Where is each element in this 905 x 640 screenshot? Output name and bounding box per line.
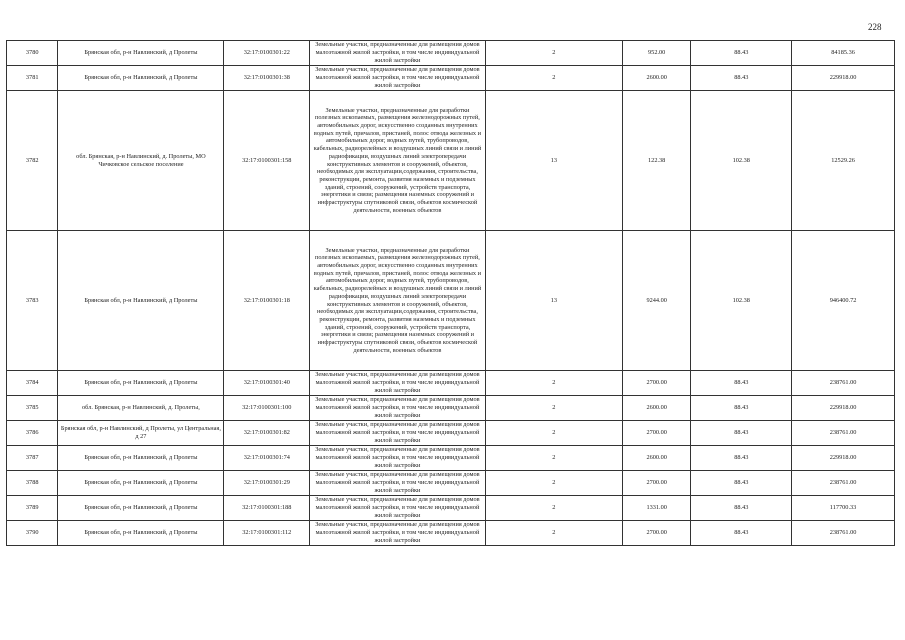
row-number: 3788 [7, 471, 58, 496]
address-cell: Брянская обл, р-н Навлинский, д Пролеты [58, 521, 224, 546]
table-row [7, 496, 895, 521]
cadastral-number-cell: 32:17:0100301:158 [224, 91, 310, 231]
row-number: 3790 [7, 521, 58, 546]
land-use-cell: Земельные участки, предназначенные для размещения домов малоэтажной жилой застройки, в том числе индивидуальной жилой застройки [310, 66, 486, 91]
rate-cell: 88.43 [691, 41, 792, 66]
row-number: 3781 [7, 66, 58, 91]
address-cell: Брянская обл, р-н Навлинский, д Пролеты [58, 41, 224, 66]
group-cell: 13 [485, 91, 622, 231]
land-use-cell: Земельные участки, предназначенные для размещения домов малоэтажной жилой застройки, в том числе индивидуальной жилой застройки [310, 521, 486, 546]
group-cell: 2 [485, 496, 622, 521]
rate-cell: 88.43 [691, 421, 792, 446]
table-row [7, 66, 895, 91]
row-number: 3782 [7, 91, 58, 231]
area-cell: 2600.00 [622, 396, 691, 421]
table-row [7, 91, 895, 231]
group-cell: 2 [485, 446, 622, 471]
value-cell: 229918.00 [792, 446, 895, 471]
table-row [7, 41, 895, 66]
area-cell: 2700.00 [622, 471, 691, 496]
area-cell: 1331.00 [622, 496, 691, 521]
group-cell: 2 [485, 471, 622, 496]
group-cell: 2 [485, 521, 622, 546]
cadastral-number-cell: 32:17:0100301:74 [224, 446, 310, 471]
address-cell: Брянская обл, р-н Навлинский, д Пролеты [58, 446, 224, 471]
land-use-cell: Земельные участки, предназначенные для размещения домов малоэтажной жилой застройки, в том числе индивидуальной жилой застройки [310, 446, 486, 471]
area-cell: 2600.00 [622, 446, 691, 471]
area-cell: 2700.00 [622, 371, 691, 396]
land-use-cell: Земельные участки, предназначенные для размещения домов малоэтажной жилой застройки, в том числе индивидуальной жилой застройки [310, 371, 486, 396]
group-cell: 2 [485, 421, 622, 446]
rate-cell: 88.43 [691, 496, 792, 521]
address-cell: Брянская обл, р-н Навлинский, д Пролеты, ул Центральная, д 27 [58, 421, 224, 446]
address-cell: Брянская обл, р-н Навлинский, д Пролеты [58, 231, 224, 371]
address-cell: Брянская обл, р-н Навлинский, д Пролеты [58, 66, 224, 91]
address-cell: Брянская обл, р-н Навлинский, д Пролеты [58, 371, 224, 396]
value-cell: 946400.72 [792, 231, 895, 371]
row-number: 3789 [7, 496, 58, 521]
cadastral-number-cell: 32:17:0100301:38 [224, 66, 310, 91]
land-use-cell: Земельные участки, предназначенные для размещения домов малоэтажной жилой застройки, в том числе индивидуальной жилой застройки [310, 421, 486, 446]
group-cell: 2 [485, 66, 622, 91]
value-cell: 238761.00 [792, 471, 895, 496]
table-row [7, 396, 895, 421]
row-number: 3783 [7, 231, 58, 371]
row-number: 3786 [7, 421, 58, 446]
rate-cell: 88.43 [691, 66, 792, 91]
cadastral-number-cell: 32:17:0100301:29 [224, 471, 310, 496]
address-cell: Брянская обл, р-н Навлинский, д Пролеты [58, 471, 224, 496]
cadastral-number-cell: 32:17:0100301:82 [224, 421, 310, 446]
area-cell: 2700.00 [622, 521, 691, 546]
table-row [7, 371, 895, 396]
address-cell: обл. Брянская, р-н Навлинский, д. Пролеты, МО Чичковское сельское поселение [58, 91, 224, 231]
rate-cell: 88.43 [691, 521, 792, 546]
land-use-cell: Земельные участки, предназначенные для размещения домов малоэтажной жилой застройки, в том числе индивидуальной жилой застройки [310, 396, 486, 421]
land-use-cell: Земельные участки, предназначенные для размещения домов малоэтажной жилой застройки, в том числе индивидуальной жилой застройки [310, 471, 486, 496]
land-use-cell: Земельные участки, предназначенные для разработки полезных ископаемых, размещения железнодорожных путей, автомобильных дорог, искусственно созданных внутренних водных путей, причалов, пристаней, полос отвода железных и автомобильных дорог, водных путей, трубопроводов, кабельных, радиорелейных и воздушных линий связи и линий радиофикации, воздушных линий электропередачи конструктивных элементов и сооружений, объектов, необходимых для эксплуатации,содержания, строительства, реконструкции, ремонта, развития наземных и подземных зданий, строений, сооружений, устройств транспорта, энергетики и связи; размещения наземных сооружений и инфраструктуры спутниковой связи, объектов космической деятельности, военных объектов [310, 231, 486, 371]
area-cell: 952.00 [622, 41, 691, 66]
value-cell: 229918.00 [792, 396, 895, 421]
rate-cell: 102.38 [691, 231, 792, 371]
cadastral-number-cell: 32:17:0100301:18 [224, 231, 310, 371]
row-number: 3780 [7, 41, 58, 66]
value-cell: 238761.00 [792, 421, 895, 446]
land-use-cell: Земельные участки, предназначенные для размещения домов малоэтажной жилой застройки, в том числе индивидуальной жилой застройки [310, 41, 486, 66]
rate-cell: 88.43 [691, 446, 792, 471]
group-cell: 2 [485, 371, 622, 396]
table-row [7, 521, 895, 546]
cadastral-number-cell: 32:17:0100301:188 [224, 496, 310, 521]
cadastral-number-cell: 32:17:0100301:112 [224, 521, 310, 546]
cadastral-number-cell: 32:17:0100301:22 [224, 41, 310, 66]
group-cell: 2 [485, 396, 622, 421]
value-cell: 238761.00 [792, 521, 895, 546]
area-cell: 9244.00 [622, 231, 691, 371]
cadastral-value-table [6, 40, 895, 546]
value-cell: 238761.00 [792, 371, 895, 396]
group-cell: 2 [485, 41, 622, 66]
land-use-cell: Земельные участки, предназначенные для разработки полезных ископаемых, размещения железнодорожных путей, автомобильных дорог, искусственно созданных внутренних водных путей, причалов, пристаней, полос отвода железных и автомобильных дорог, водных путей, трубопроводов, кабельных, радиорелейных и воздушных линий связи и линий радиофикации, воздушных линий электропередачи конструктивных элементов и сооружений, объектов, необходимых для эксплуатации,содержания, строительства, реконструкции, ремонта, развития наземных и подземных зданий, строений, сооружений, устройств транспорта, энергетики и связи; размещения наземных сооружений и инфраструктуры спутниковой связи, объектов космической деятельности, военных объектов [310, 91, 486, 231]
page-number: 228 [868, 22, 882, 32]
group-cell: 13 [485, 231, 622, 371]
row-number: 3787 [7, 446, 58, 471]
table-row [7, 446, 895, 471]
rate-cell: 88.43 [691, 396, 792, 421]
cadastral-number-cell: 32:17:0100301:40 [224, 371, 310, 396]
table-row [7, 471, 895, 496]
value-cell: 229918.00 [792, 66, 895, 91]
area-cell: 2600.00 [622, 66, 691, 91]
table-row [7, 231, 895, 371]
row-number: 3785 [7, 396, 58, 421]
cadastral-number-cell: 32:17:0100301:100 [224, 396, 310, 421]
value-cell: 84185.36 [792, 41, 895, 66]
row-number: 3784 [7, 371, 58, 396]
area-cell: 122.38 [622, 91, 691, 231]
rate-cell: 88.43 [691, 371, 792, 396]
value-cell: 12529.26 [792, 91, 895, 231]
address-cell: Брянская обл, р-н Навлинский, д Пролеты [58, 496, 224, 521]
value-cell: 117700.33 [792, 496, 895, 521]
table-row [7, 421, 895, 446]
address-cell: обл. Брянская, р-н Навлинский, д. Пролеты, [58, 396, 224, 421]
land-use-cell: Земельные участки, предназначенные для размещения домов малоэтажной жилой застройки, в том числе индивидуальной жилой застройки [310, 496, 486, 521]
rate-cell: 88.43 [691, 471, 792, 496]
area-cell: 2700.00 [622, 421, 691, 446]
rate-cell: 102.38 [691, 91, 792, 231]
